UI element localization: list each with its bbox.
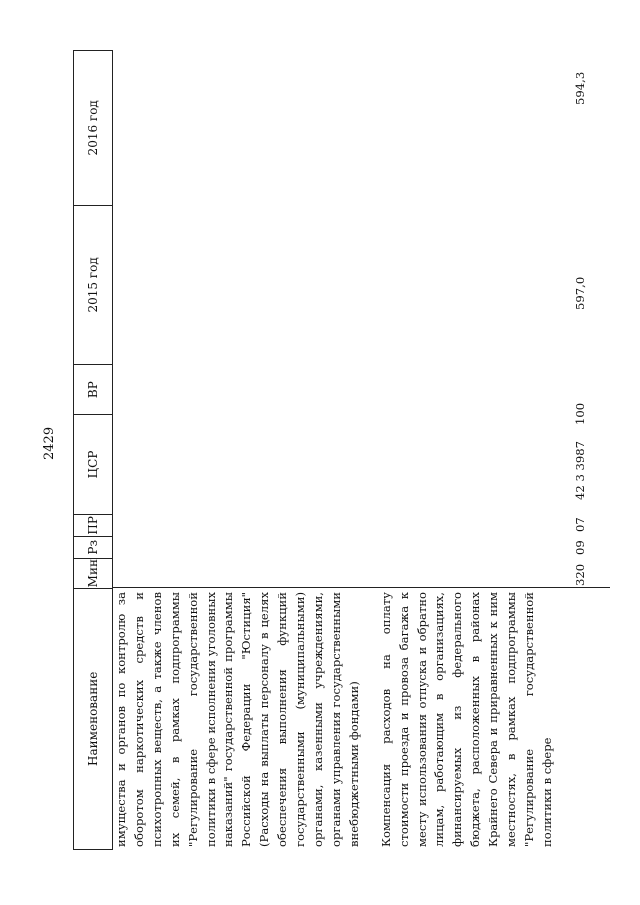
header-name: Наименование xyxy=(74,588,112,849)
column-divider xyxy=(113,587,610,588)
cell-csr: 42 3 3987 xyxy=(573,440,587,500)
paragraph-1: имущества и органов по контролю за оборотом наркотических средств и психотропных веществ, а также членов их семей, в рамках подпрограммы "Регулирование государственной политики в сфере исполнения уголовных наказаний" государственной программы Российской Федерации "Юстиция" (Расходы на выплаты персоналу в целях обеспечения выполнения функций государственными (муниципальными) органами, казенными учреждениями, органами управления государственными внебюджетными фондами) xyxy=(114,592,361,847)
table-row xyxy=(570,50,590,850)
cell-min: 320 xyxy=(573,563,587,586)
cell-2016: 594,3 xyxy=(573,71,587,105)
table-header-row xyxy=(73,50,113,850)
header-2015: 2015 год xyxy=(74,205,112,365)
header-csr: ЦСР xyxy=(74,414,112,514)
header-pr: ПР xyxy=(74,514,112,536)
header-vr: ВР xyxy=(74,364,112,414)
cell-rz: 09 xyxy=(573,540,587,555)
paragraph-2: Компенсация расходов на оплату стоимости проезда и провоза багажа к месту использования отпуска и обратно лицам, работающим в организациях, финансируемых из федерального бюджета, расположенных в районах Крайнего Севера и приравненных к ним местностях, в рамках подпрограммы "Регулирование государственной политики в сфере xyxy=(378,592,554,847)
page-number: 2429 xyxy=(42,426,57,460)
budget-table xyxy=(73,50,610,850)
cell-vr: 100 xyxy=(573,402,587,425)
header-min: Мин xyxy=(74,558,112,588)
header-2016: 2016 год xyxy=(86,100,100,156)
cell-pr: 07 xyxy=(573,517,587,532)
header-rz: Рз xyxy=(74,536,112,558)
name-column xyxy=(113,592,557,847)
cell-2015: 597,0 xyxy=(573,276,587,310)
